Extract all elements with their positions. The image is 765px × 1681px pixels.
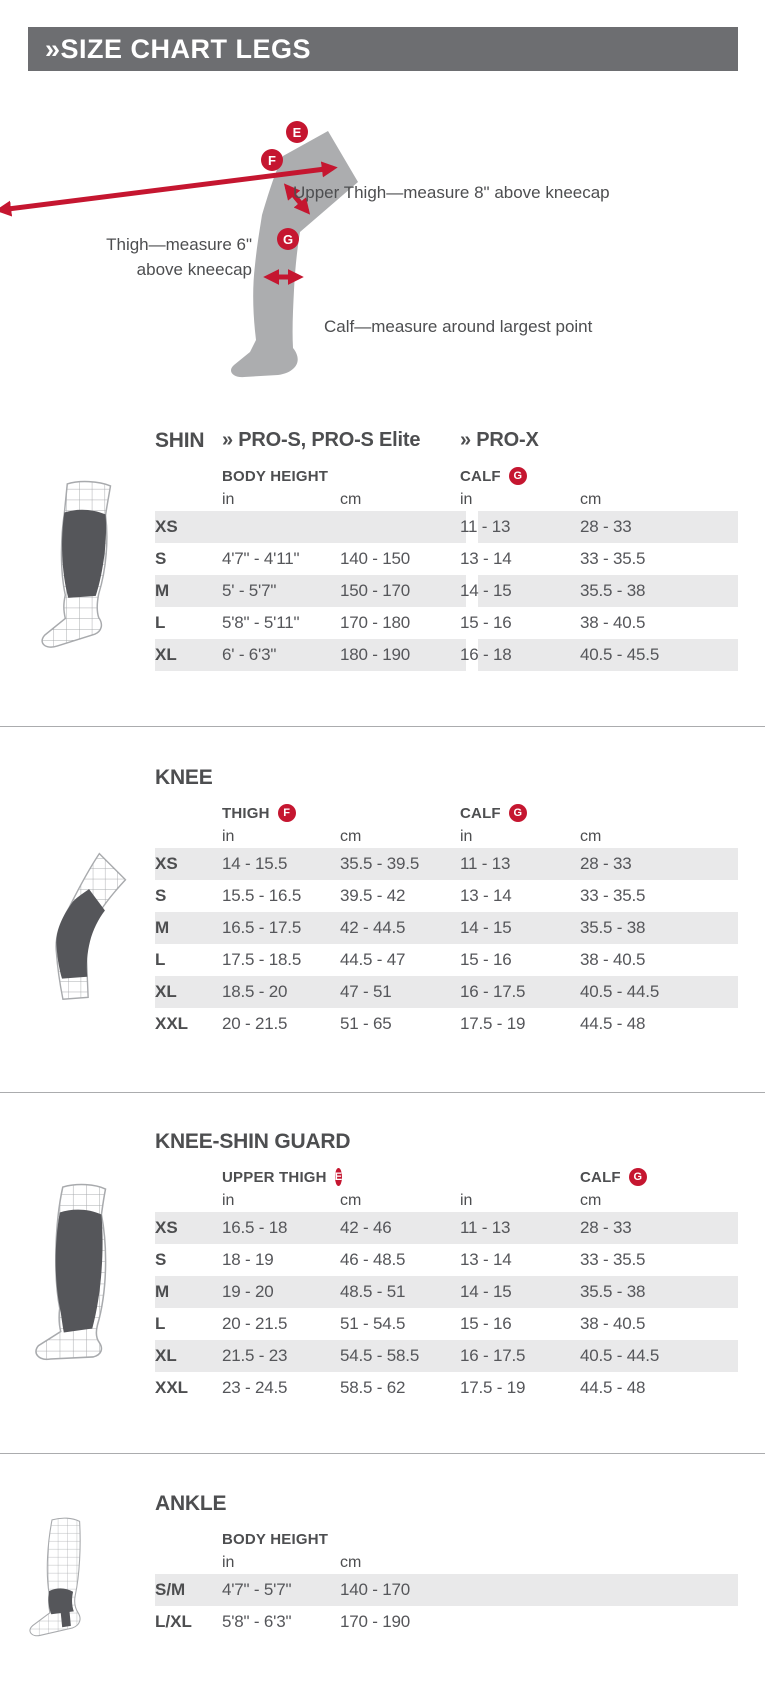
measurement-value-cell: 15 - 16 [460, 613, 512, 632]
measurement-value-cell: 35.5 - 39.5 [340, 854, 420, 873]
measurement-value-cell: 33 - 35.5 [580, 886, 646, 905]
measurement-value-cell: 58.5 - 62 [340, 1378, 406, 1397]
section-divider [0, 1092, 765, 1093]
measurement-value-cell: 140 - 150 [340, 549, 411, 568]
measurement-value-cell: 6' - 6'3" [222, 645, 277, 664]
measurement-value-cell: 40.5 - 44.5 [580, 1346, 660, 1365]
measurement-value-cell: 17.5 - 19 [460, 1014, 526, 1033]
measurement-value-cell: 18.5 - 20 [222, 982, 288, 1001]
badge-e-letter: E [292, 124, 302, 140]
size-row [155, 1276, 738, 1308]
measurement-value-cell: 11 - 13 [460, 517, 511, 536]
measurement-value-cell: 40.5 - 45.5 [580, 645, 660, 664]
badge-f-letter: F [268, 152, 276, 168]
unit-label: in [222, 1553, 235, 1571]
unit-label: cm [340, 1553, 362, 1571]
size-label: M [155, 581, 170, 600]
column-group-row [155, 801, 738, 825]
page-title-bar [28, 27, 738, 71]
measurement-value-cell: 17.5 - 18.5 [222, 950, 302, 969]
section-divider [0, 726, 765, 727]
size-label: XS [155, 517, 178, 536]
size-label: M [155, 918, 170, 937]
measurement-value-cell: 15.5 - 16.5 [222, 886, 302, 905]
unit-header-row [155, 488, 738, 511]
size-label: L [155, 950, 166, 969]
size-row [155, 944, 738, 976]
measurement-value-cell: 20 - 21.5 [222, 1014, 288, 1033]
measurement-value-cell: 38 - 40.5 [580, 950, 646, 969]
measurement-value-cell: 15 - 16 [460, 1314, 512, 1333]
size-label: XS [155, 1218, 178, 1237]
section-title-row [155, 1130, 738, 1165]
measurement-value-cell: 46 - 48.5 [340, 1250, 406, 1269]
measurement-value-cell: 44.5 - 47 [340, 950, 406, 969]
measure-point-badge-icon: G [509, 467, 527, 485]
unit-label: cm [580, 1191, 602, 1209]
column-group [580, 1168, 738, 1186]
section-divider [0, 1453, 765, 1454]
measurement-value-cell: 11 - 13 [460, 1218, 511, 1237]
measurement-value-cell: 11 - 13 [460, 854, 511, 873]
size-label: XXL [155, 1014, 189, 1033]
measurement-value-cell: 21.5 - 23 [222, 1346, 288, 1365]
size-table-section-shin [155, 429, 738, 671]
upper-thigh-measure-label: Upper Thigh—measure 8" above kneecap [293, 183, 610, 202]
size-row [155, 575, 738, 607]
measurement-value-cell: 19 - 20 [222, 1282, 274, 1301]
measurement-value-cell: 35.5 - 38 [580, 581, 646, 600]
size-label: XXL [155, 1378, 189, 1397]
size-row [155, 1308, 738, 1340]
column-group [460, 804, 580, 822]
size-label: L/XL [155, 1612, 192, 1631]
unit-label: in [222, 827, 235, 845]
size-row [155, 607, 738, 639]
size-row [155, 1340, 738, 1372]
size-label: M [155, 1282, 170, 1301]
measurement-value-cell: 18 - 19 [222, 1250, 274, 1269]
measurement-value-cell: 16 - 17.5 [460, 982, 526, 1001]
measurement-value-cell: 170 - 190 [340, 1612, 411, 1631]
measurement-value-cell: 4'7" - 4'11" [222, 549, 300, 568]
section-title: KNEE [155, 766, 213, 789]
size-label: XS [155, 854, 178, 873]
unit-label: cm [580, 827, 602, 845]
measurement-value-cell: 5' - 5'7" [222, 581, 277, 600]
measurement-value-cell: 16.5 - 17.5 [222, 918, 302, 937]
measurement-value-cell: 150 - 170 [340, 581, 411, 600]
measurement-value-cell: 28 - 33 [580, 1218, 632, 1237]
measurement-value-cell: 42 - 46 [340, 1218, 392, 1237]
size-label: XL [155, 645, 177, 664]
page-title: »SIZE CHART LEGS [45, 33, 312, 64]
measurement-value-cell: 14 - 15 [460, 918, 512, 937]
measurement-value-cell: 15 - 16 [460, 950, 512, 969]
leg-measurement-diagram [0, 85, 765, 395]
measure-point-badge-icon: G [629, 1168, 647, 1186]
thigh-measure-label-line1: Thigh—measure 6" [106, 235, 252, 254]
size-label: S [155, 1250, 167, 1269]
badge-g-letter: G [282, 231, 294, 247]
size-row [155, 848, 738, 880]
unit-label: in [460, 1191, 473, 1209]
measurement-value-cell: 170 - 180 [340, 613, 411, 632]
calf-measure-label: Calf—measure around largest point [324, 317, 593, 336]
section-title-row [155, 429, 738, 464]
section-title-row [155, 766, 738, 801]
unit-label: cm [580, 490, 602, 508]
measurement-value-cell: 17.5 - 19 [460, 1378, 526, 1397]
unit-label: in [222, 1191, 235, 1209]
measurement-value-cell: 16 - 17.5 [460, 1346, 526, 1365]
size-row [155, 1606, 738, 1638]
section-title: KNEE-SHIN GUARD [155, 1130, 351, 1153]
unit-header-row [155, 1551, 738, 1574]
section-title: SHIN [155, 429, 205, 452]
measurement-value-cell: 38 - 40.5 [580, 1314, 646, 1333]
column-group-label: THIGH [222, 804, 270, 822]
measurement-value-cell: 16.5 - 18 [222, 1218, 288, 1237]
measurement-value-cell: 40.5 - 44.5 [580, 982, 660, 1001]
size-label: XL [155, 982, 177, 1001]
thigh-measure-label [106, 232, 252, 282]
column-group [222, 468, 340, 485]
product-series-label: » PRO-S, PRO-S Elite [222, 429, 421, 451]
column-group [222, 804, 340, 822]
measurement-value-cell: 44.5 - 48 [580, 1378, 646, 1397]
measurement-value-cell: 38 - 40.5 [580, 613, 646, 632]
measure-point-badge-icon: G [509, 804, 527, 822]
measurement-value-cell: 20 - 21.5 [222, 1314, 288, 1333]
measurement-value-cell: 35.5 - 38 [580, 1282, 646, 1301]
measurement-value-cell: 51 - 54.5 [340, 1314, 406, 1333]
measurement-value-cell: 16 - 18 [460, 645, 512, 664]
size-row [155, 880, 738, 912]
unit-label: cm [340, 1191, 362, 1209]
size-row [155, 511, 738, 543]
unit-label: in [222, 490, 235, 508]
measurement-value-cell: 140 - 170 [340, 1580, 411, 1599]
measure-point-badge-icon: E [335, 1168, 342, 1186]
column-group-label: CALF [580, 1168, 621, 1186]
unit-label: in [460, 490, 473, 508]
size-table-section-knee [155, 766, 738, 1040]
measurement-value-cell: 4'7" - 5'7" [222, 1580, 292, 1599]
thigh-measure-label-line2: above kneecap [136, 260, 252, 279]
section-title-row [155, 1492, 738, 1527]
shin-guard-icon [28, 478, 136, 650]
measurement-value-cell: 13 - 14 [460, 1250, 512, 1269]
measurement-value-cell: 47 - 51 [340, 982, 392, 1001]
size-label: L [155, 613, 166, 632]
measurement-value-cell: 51 - 65 [340, 1014, 392, 1033]
section-title: ANKLE [155, 1492, 227, 1515]
measurement-value-cell: 13 - 14 [460, 886, 512, 905]
unit-label: cm [340, 490, 362, 508]
measurement-value-cell: 48.5 - 51 [340, 1282, 406, 1301]
column-group-label: CALF [460, 804, 501, 822]
column-group [460, 467, 580, 485]
unit-label: cm [340, 827, 362, 845]
measurement-value-cell: 28 - 33 [580, 517, 632, 536]
measurement-value-cell: 54.5 - 58.5 [340, 1346, 420, 1365]
size-row [155, 912, 738, 944]
size-row [155, 1574, 738, 1606]
column-group-label: UPPER THIGH [222, 1168, 327, 1186]
measurement-value-cell: 28 - 33 [580, 854, 632, 873]
knee-guard-icon [20, 848, 132, 1002]
column-group-row [155, 1165, 738, 1189]
measure-point-badge-icon: F [278, 804, 296, 822]
size-row [155, 639, 738, 671]
size-table-section-kneeshin [155, 1130, 738, 1404]
column-group-row [155, 1527, 738, 1551]
size-label: XL [155, 1346, 177, 1365]
size-row [155, 1212, 738, 1244]
column-group [222, 1168, 343, 1186]
measurement-value-cell: 14 - 15 [460, 1282, 512, 1301]
knee-shin-guard-icon [20, 1183, 132, 1361]
size-row [155, 1372, 738, 1404]
measurement-value-cell: 33 - 35.5 [580, 1250, 646, 1269]
measurement-value-cell: 5'8" - 6'3" [222, 1612, 292, 1631]
unit-label: in [460, 827, 473, 845]
unit-header-row [155, 825, 738, 848]
measurement-value-cell: 39.5 - 42 [340, 886, 406, 905]
measurement-value-cell: 35.5 - 38 [580, 918, 646, 937]
ankle-guard-icon [20, 1517, 100, 1644]
size-label: S [155, 549, 167, 568]
unit-header-row [155, 1189, 738, 1212]
size-label: S/M [155, 1580, 186, 1599]
size-label: S [155, 886, 167, 905]
measurement-value-cell: 5'8" - 5'11" [222, 613, 300, 632]
size-row [155, 1244, 738, 1276]
size-row [155, 1008, 738, 1040]
measurement-value-cell: 14 - 15 [460, 581, 512, 600]
column-group-label: CALF [460, 467, 501, 485]
product-series-label: » PRO-X [460, 429, 539, 451]
column-group-row [155, 464, 738, 488]
size-table-section-ankle [155, 1492, 738, 1638]
measurement-value-cell: 14 - 15.5 [222, 854, 288, 873]
size-row [155, 543, 738, 575]
measurement-value-cell: 180 - 190 [340, 645, 411, 664]
measurement-value-cell: 42 - 44.5 [340, 918, 406, 937]
column-group [222, 1531, 340, 1548]
measurement-value-cell: 44.5 - 48 [580, 1014, 646, 1033]
measurement-value-cell: 23 - 24.5 [222, 1378, 288, 1397]
measurement-value-cell: 33 - 35.5 [580, 549, 646, 568]
column-group-label: BODY HEIGHT [222, 1530, 329, 1548]
column-group-label: BODY HEIGHT [222, 467, 329, 485]
size-row [155, 976, 738, 1008]
size-label: L [155, 1314, 166, 1333]
measurement-value-cell: 13 - 14 [460, 549, 512, 568]
